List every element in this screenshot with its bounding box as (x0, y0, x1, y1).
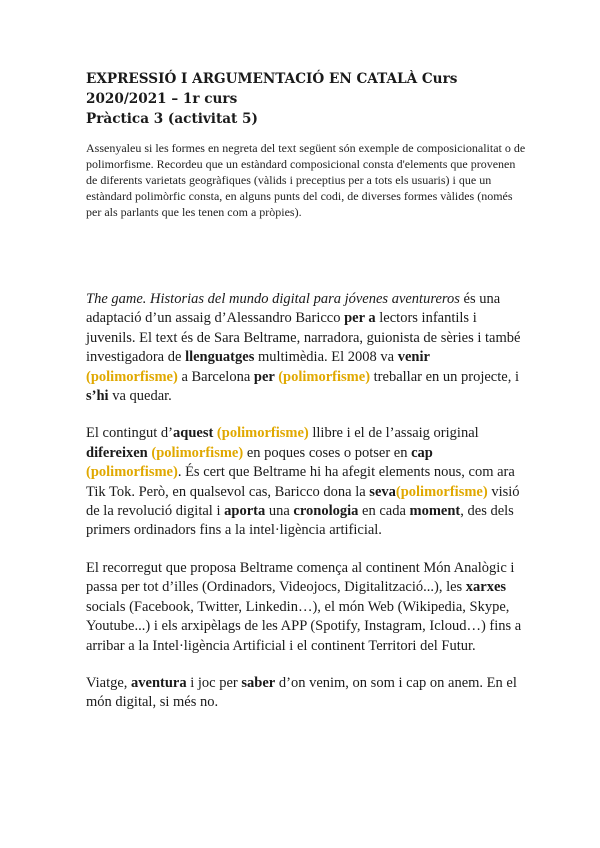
article-body (86, 290, 524, 731)
bold-form: seva (369, 483, 396, 500)
body-text-segment: llibre i el de l’assaig original (308, 425, 479, 442)
body-text-segment: en poques coses o potser en (243, 444, 412, 461)
body-text-segment: multimèdia. El 2008 va (254, 349, 398, 366)
header-academic-year: 2020/2021 – 1r curs (86, 91, 238, 107)
body-text-segment: va quedar. (108, 388, 172, 405)
bold-form: llenguatges (185, 349, 255, 366)
bold-form: per a (344, 310, 376, 327)
bold-form: moment (409, 503, 461, 520)
polimorfisme-annotation: (polimorfisme) (213, 425, 309, 442)
body-text-segment: El recorregut que proposa Beltrame comença al continent Món Analògic i passa per tot d’illes (Ordinadors, Videojocs, Digitalització...), les (86, 559, 515, 596)
body-text-segment: una (265, 503, 294, 520)
bold-form: aventura (131, 674, 187, 691)
italic-title-text: The game. Historias del mundo digital para jóvenes aventureros (86, 291, 460, 307)
bold-form: s’hi (86, 388, 109, 405)
polimorfisme-annotation: (polimorfisme) (274, 368, 371, 385)
polimorfisme-annotation: (polimorfisme) (86, 464, 178, 481)
body-text-segment: , des dels primers ordinadors fins a la intel·ligència artificial. (86, 503, 514, 539)
instructions-text: Assenyaleu si les formes en negreta del text següent són exemple de composicionalitat o de polimorfisme. Recordeu que un estàndard composicional consta d'elements que provenen de diferents varietats geogràfiques (vàlids i preceptius per a tots els usuaris) i que un estàndard polimòrfic consta, en alguns punts del codi, de diverses formes vàlides (només per als parlants que les tenen com a pròpies). (86, 141, 526, 219)
body-text-segment: a Barcelona (177, 368, 254, 385)
article-paragraph (86, 559, 524, 656)
polimorfisme-annotation: (polimorfisme) (86, 368, 178, 385)
polimorfisme-annotation: (polimorfisme) (147, 444, 244, 461)
body-text-segment: El contingut d’ (86, 425, 173, 442)
bold-form: saber (241, 674, 276, 691)
bold-form: difereixen (86, 444, 148, 461)
body-text-segment: . És cert que Beltrame hi ha afegit elements nous, com ara Tik Tok. Però, en qualsevol cas, Baricco dona la (86, 464, 515, 500)
polimorfisme-annotation: (polimorfisme) (395, 483, 488, 500)
body-text-segment: Viatge, (86, 674, 132, 691)
article-paragraph (86, 290, 524, 406)
article-paragraph (86, 424, 524, 540)
bold-form: aporta (224, 503, 266, 520)
bold-form: per (253, 368, 275, 385)
header-practice-title: Pràctica 3 (activitat 5) (86, 111, 258, 127)
bold-form: xarxes (465, 579, 507, 596)
body-text-segment: treballar en un projecte, i (370, 368, 519, 385)
bold-form: cap (411, 444, 433, 461)
body-text-segment: i joc per (186, 674, 242, 691)
bold-form: aquest (173, 425, 214, 442)
article-paragraph (86, 674, 524, 713)
body-text-segment: visió de la revolució digital i (86, 483, 520, 520)
body-text-segment: lectors infantils i juvenils. El text és de Sara Beltrame, narradora, guionista de sèries i també investigadora de (86, 310, 521, 366)
body-text-segment: és una adaptació d’un assaig d’Alessandro Baricco (86, 291, 501, 327)
body-text-segment: d’on venim, on som i cap on anem. En el món digital, si més no. (86, 674, 517, 711)
body-text-segment: socials (Facebook, Twitter, Linkedin…), el món Web (Wikipedia, Skype, Youtube...) i els arxipèlags de les APP (Spotify, Instagram, Icloud…) fins a arribar a la Intel·ligència Artificial i el continent Territori del Futur. (86, 598, 522, 654)
header-course-title: EXPRESSIÓ I ARGUMENTACIÓ EN CATALÀ Curs (86, 71, 458, 87)
bold-form: cronologia (293, 503, 359, 520)
body-text-segment: en cada (358, 503, 410, 520)
document-header (86, 69, 526, 129)
bold-form: venir (397, 349, 430, 366)
